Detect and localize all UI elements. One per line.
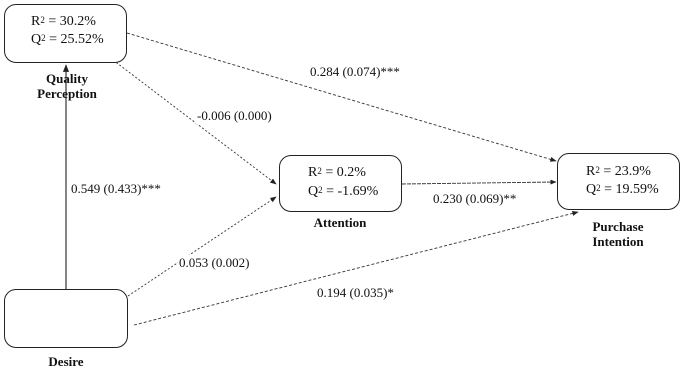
coef-desire-to-purchase: 0.194 (0.035)*: [317, 285, 394, 300]
quality-perception-label: Quality Perception: [37, 71, 97, 101]
coef-attention-to-purchase: 0.230 (0.069)**: [433, 191, 517, 206]
purchase-intention-label: Purchase Intention: [592, 219, 644, 249]
coef-desire-to-attention: 0.053 (0.002): [179, 255, 250, 270]
attention-label: Attention: [313, 215, 367, 230]
quality-q2: $Q^2 = 25.52\%$: [31, 32, 104, 47]
desire-label: Desire: [48, 354, 84, 369]
purchase-q2: $Q^2 = 19.59\%$: [586, 182, 659, 197]
attention-q2: $Q^2 = -1.69\%$: [308, 184, 379, 199]
purchase-r2: $R^2 = 23.9\%$: [586, 164, 651, 179]
coef-quality-to-attention: -0.006 (0.000): [197, 108, 272, 123]
desire-box: [4, 289, 128, 348]
arrow-quality-to-purchase: [127, 33, 556, 161]
arrow-desire-to-attention: [128, 197, 276, 296]
coef-desire-to-quality: 0.549 (0.433)***: [71, 181, 161, 196]
quality-r2: $R^2 = 30.2\%$: [31, 14, 96, 29]
attention-r2: $R^2 = 0.2\%$: [308, 165, 366, 180]
arrow-attention-to-purchase: [402, 182, 556, 184]
coef-quality-to-purchase: 0.284 (0.074)***: [310, 64, 400, 79]
